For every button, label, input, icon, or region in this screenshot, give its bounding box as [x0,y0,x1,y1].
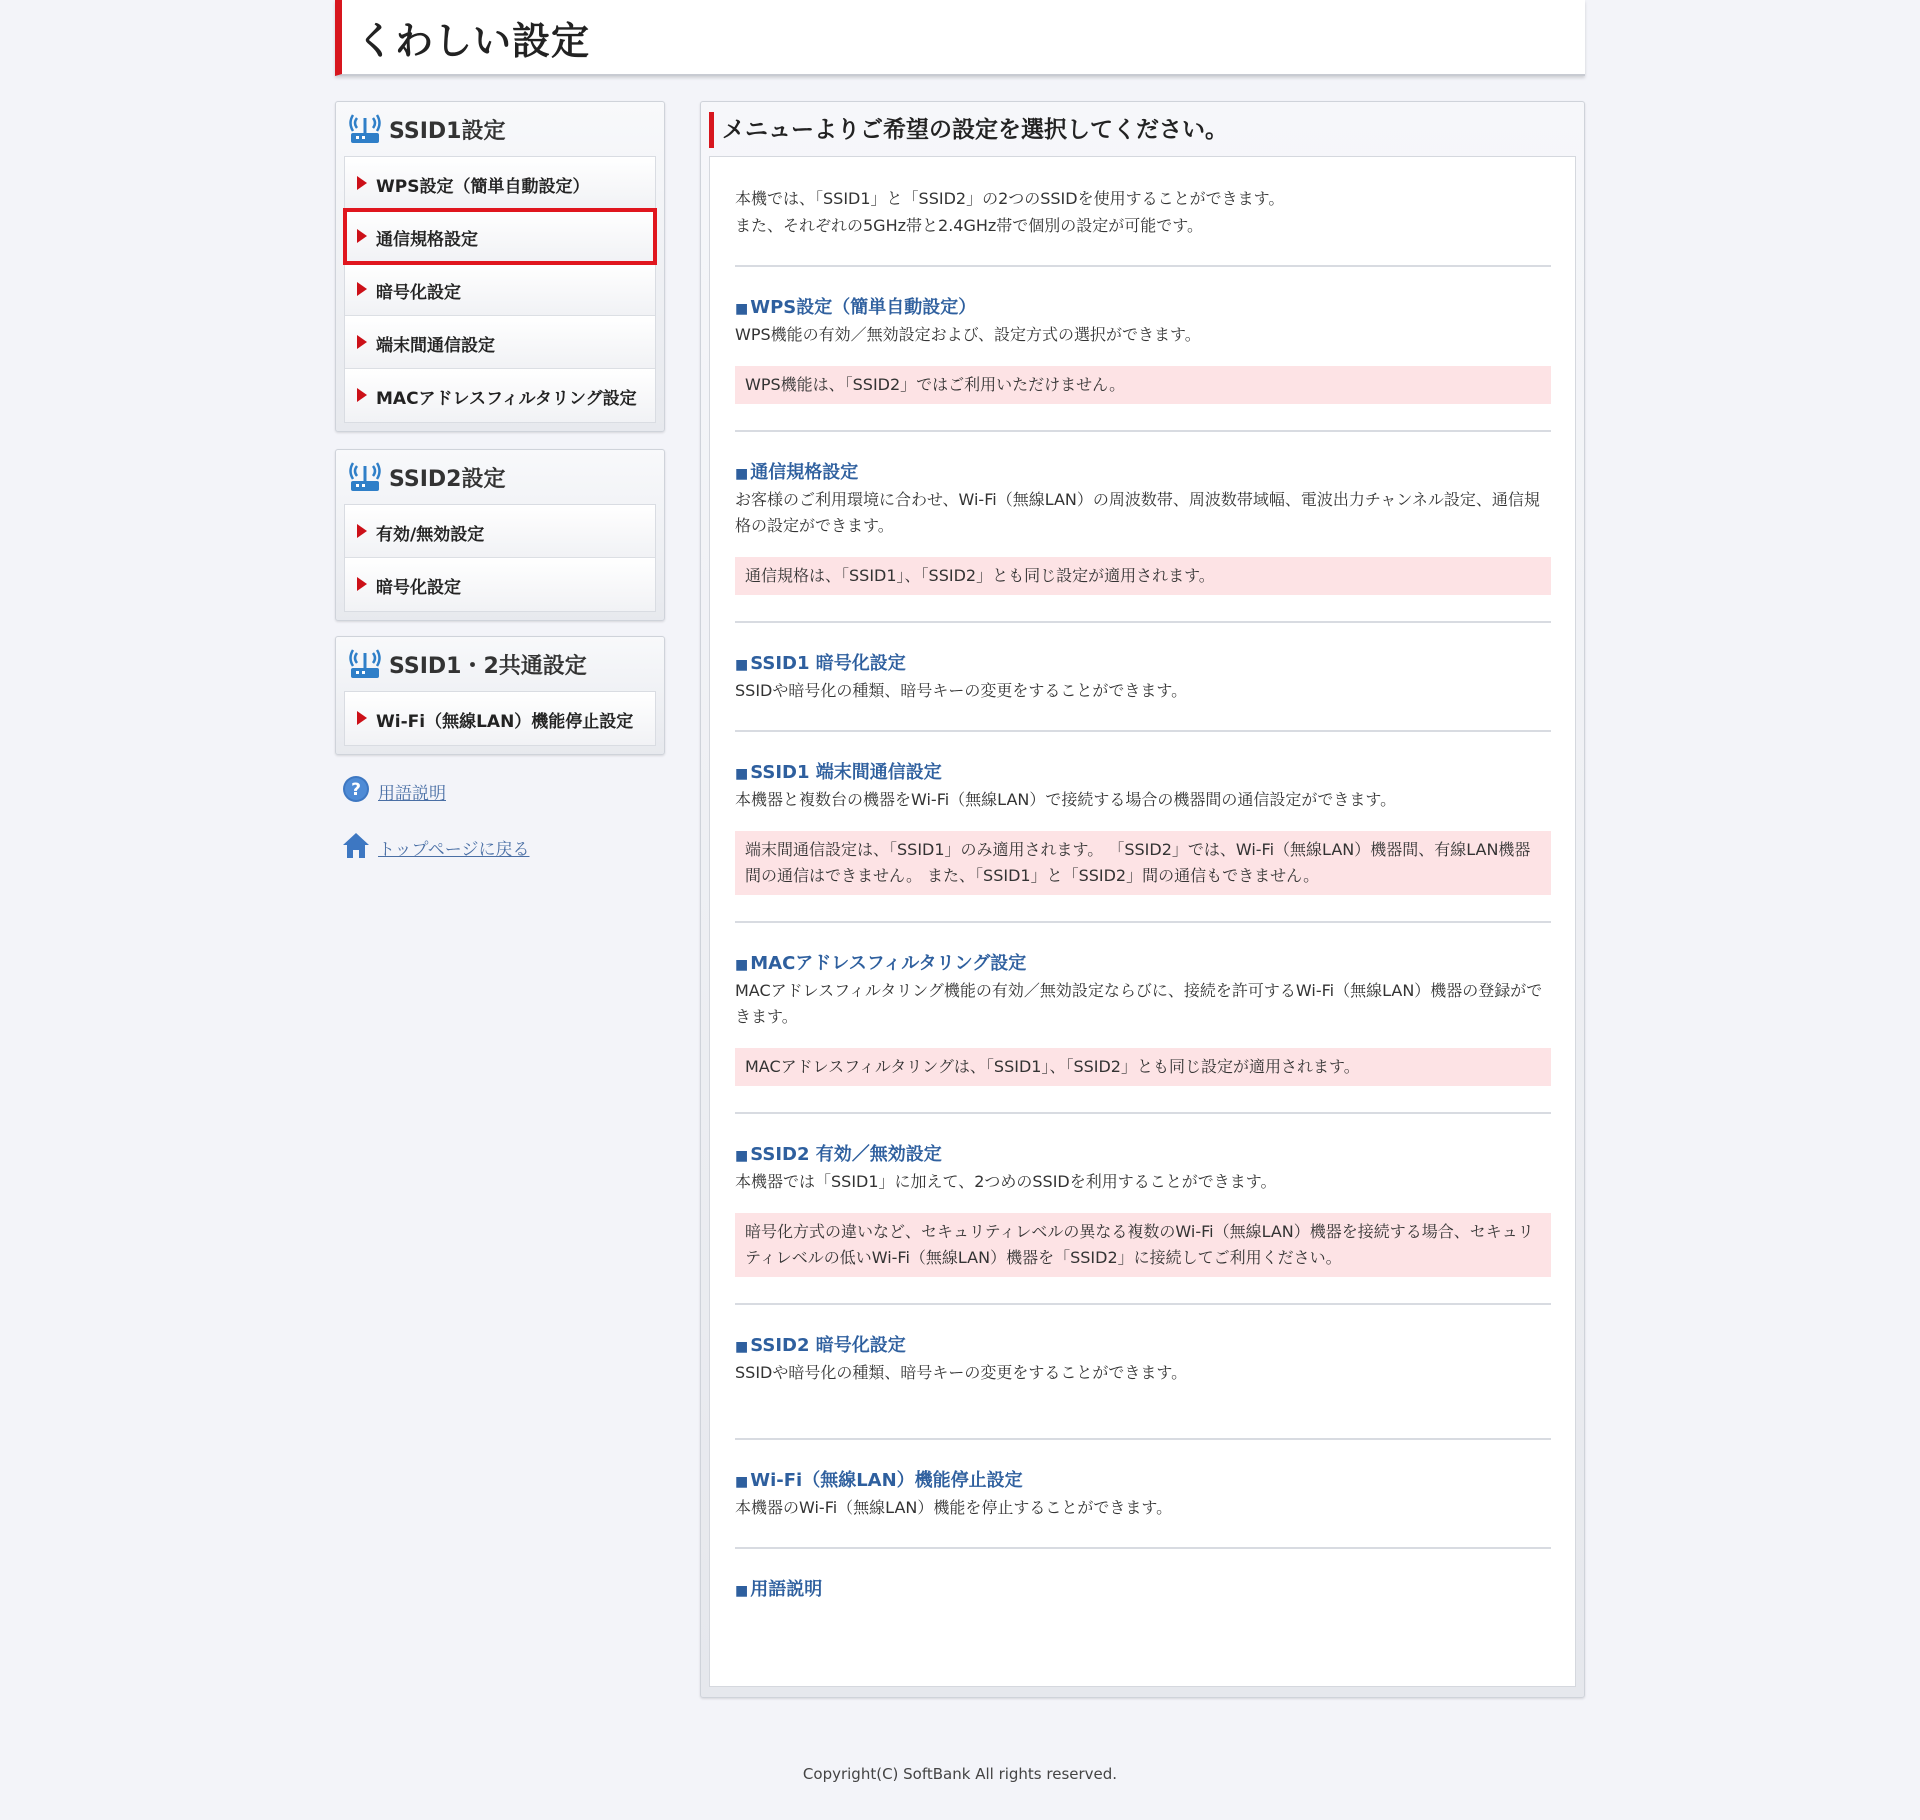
section-description: 本機器のWi-Fi（無線LAN）機能を停止することができます。 [735,1498,1173,1517]
red-triangle-arrow-icon [357,229,367,243]
top-page-link[interactable]: トップページに戻る [378,840,530,860]
section-heading: ■ SSID1 端末間通信設定 [735,762,942,783]
menu-item-label: MACアドレスフィルタリング設定 [376,389,637,409]
section-note: 暗号化方式の違いなど、セキュリティレベルの異なる複数のWi-Fi（無線LAN）機器を接続する場合、セキュリティレベルの低いWi-Fi（無線LAN）機器を「SSID2」に接続してご利用ください。 [735,1213,1551,1277]
section-note: WPS機能は、「SSID2」ではご利用いただけません。 [735,366,1551,404]
copyright: Copyright(C) SoftBank All rights reserved. [802,1765,1118,1783]
ssid2-menu [335,449,665,621]
menu-item-enable-disable[interactable] [345,505,655,558]
section-ssid2-enable [735,1112,1551,1277]
section-heading: ■ SSID2 有効／無効設定 [735,1144,942,1165]
section-note: MACアドレスフィルタリングは、「SSID1」、「SSID2」とも同じ設定が適用されます。 [735,1048,1551,1086]
router-antenna-icon [348,460,382,494]
red-triangle-arrow-icon [357,711,367,725]
menu-item-wifi-stop[interactable] [345,692,655,745]
common-menu-list [344,691,656,746]
page-header [335,0,1585,76]
section-ssid2-encryption [735,1303,1551,1412]
section-heading: ■ SSID2 暗号化設定 [735,1335,906,1356]
red-triangle-arrow-icon [357,524,367,538]
section-description: MACアドレスフィルタリング機能の有効／無効設定ならびに、接続を許可するWi-Fi（無線LAN）機器の登録ができます。 [735,981,1543,1026]
section-heading: ■ 用語説明 [735,1579,823,1600]
main-content [709,156,1576,1687]
section-description: WPS機能の有効／無効設定および、設定方式の選択ができます。 [735,325,1201,344]
red-triangle-arrow-icon [357,577,367,591]
main-panel [700,101,1585,1698]
menu-item-label: 有効/無効設定 [376,525,485,545]
section-description: SSIDや暗号化の種類、暗号キーの変更をすることができます。 [735,1363,1188,1382]
section-wps [735,265,1551,404]
router-antenna-icon [348,647,382,681]
ssid2-menu-header [336,450,664,504]
ssid1-menu-title: SSID1設定 [389,119,506,144]
red-triangle-arrow-icon [357,176,367,190]
section-note: 端末間通信設定は、「SSID1」のみ適用されます。 「SSID2」では、Wi-Fi（無線LAN）機器間、有線LAN機器間の通信はできません。 また、「SSID1」と「SSID2」間の通信もできません。 [735,831,1551,895]
red-triangle-arrow-icon [357,388,367,402]
section-heading: ■ 通信規格設定 [735,462,859,483]
menu-item-label: WPS設定（簡単自動設定） [376,177,590,197]
ssid1-menu [335,101,665,432]
ssid1-menu-list [344,156,656,423]
page-title: くわしい設定 [356,19,591,63]
main-title: メニューよりご希望の設定を選択してください。 [709,112,1228,148]
menu-item-label: 通信規格設定 [376,230,478,250]
section-description: お客様のご利用環境に合わせ、Wi-Fi（無線LAN）の周波数帯、周波数帯域幅、電波出力チャンネル設定、通信規格の設定ができます。 [735,490,1540,535]
section-ssid1-encryption [735,621,1551,704]
menu-item-label: 暗号化設定 [376,283,461,303]
home-icon [342,831,370,859]
section-heading: ■ SSID1 暗号化設定 [735,653,906,674]
menu-item-inter-device[interactable] [345,316,655,369]
ssid1-menu-header [336,102,664,156]
glossary-link[interactable]: 用語説明 [378,784,446,804]
menu-item-wps[interactable] [345,157,655,210]
menu-item-standard[interactable] [345,210,655,263]
menu-item-label: 端末間通信設定 [376,336,495,356]
question-circle-icon [342,775,370,803]
section-heading: ■ WPS設定（簡単自動設定） [735,297,977,318]
section-heading: ■ MACアドレスフィルタリング設定 [735,953,1027,974]
section-standard [735,430,1551,595]
section-note: 通信規格は、「SSID1」、「SSID2」とも同じ設定が適用されます。 [735,557,1551,595]
section-description: 本機器では「SSID1」に加えて、2つめのSSIDを利用することができます。 [735,1172,1277,1191]
menu-item-label: Wi-Fi（無線LAN）機能停止設定 [376,712,634,732]
section-glossary [735,1547,1551,1604]
section-description: SSIDや暗号化の種類、暗号キーの変更をすることができます。 [735,681,1188,700]
menu-item-label: 暗号化設定 [376,578,461,598]
menu-item-ssid2-encryption[interactable] [345,558,655,611]
red-triangle-arrow-icon [357,335,367,349]
svg-text:?: ? [351,780,361,800]
ssid2-menu-title: SSID2設定 [389,467,506,492]
menu-item-encryption[interactable] [345,263,655,316]
ssid2-menu-list [344,504,656,612]
section-description: 本機器と複数台の機器をWi-Fi（無線LAN）で接続する場合の機器間の通信設定ができます。 [735,790,1397,809]
common-menu-header [336,637,664,691]
section-wifi-stop [735,1438,1551,1521]
intro [735,185,1551,239]
intro-line: 本機では、「SSID1」と「SSID2」の2つのSSIDを使用することができます。 [735,189,1285,208]
section-ssid1-inter-device [735,730,1551,895]
intro-line: また、それぞれの5GHz帯と2.4GHz帯で個別の設定が可能です。 [735,216,1204,235]
menu-item-mac-filter[interactable] [345,369,655,422]
common-menu [335,636,665,755]
section-heading: ■ Wi-Fi（無線LAN）機能停止設定 [735,1470,1023,1491]
red-triangle-arrow-icon [357,282,367,296]
router-antenna-icon [348,112,382,146]
section-mac-filter [735,921,1551,1086]
common-menu-title: SSID1・2共通設定 [389,654,587,679]
